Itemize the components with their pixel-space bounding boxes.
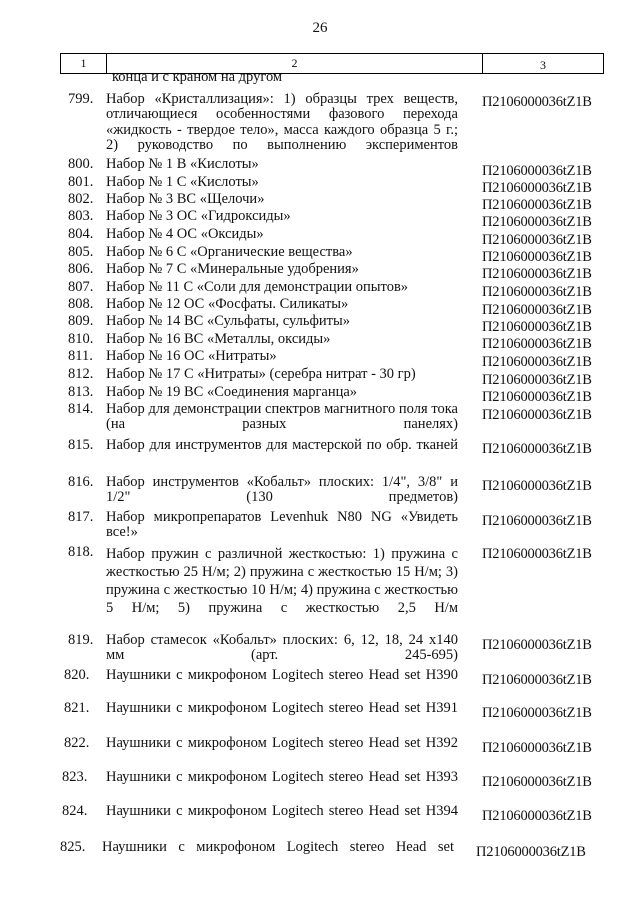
item-code: П2106000036tZ1B xyxy=(482,197,592,213)
item-number: 801. xyxy=(68,174,94,190)
item-description: Наушники с микрофоном Logitech stereo Head set H391 xyxy=(106,700,458,716)
item-code: П2106000036tZ1B xyxy=(482,232,592,248)
item-code: П2106000036tZ1B xyxy=(482,354,592,370)
item-code: П2106000036tZ1B xyxy=(482,637,592,653)
item-number: 822. xyxy=(64,735,90,751)
item-number: 825. xyxy=(60,839,86,855)
item-code: П2106000036tZ1B xyxy=(482,513,592,529)
item-number: 819. xyxy=(68,632,94,648)
item-description: Наушники с микрофоном Logitech stereo Head set H394 xyxy=(106,803,458,819)
item-number: 807. xyxy=(68,279,94,295)
item-number: 817. xyxy=(68,509,94,525)
item-code: П2106000036tZ1B xyxy=(482,546,592,562)
item-number: 812. xyxy=(68,366,94,382)
item-description: Наушники с микрофоном Logitech stereo Head set H392 xyxy=(106,735,458,751)
item-number: 808. xyxy=(68,296,94,312)
item-description: Наушники с микрофоном Logitech stereo Head set H393 xyxy=(106,769,458,785)
item-code: П2106000036tZ1B xyxy=(482,478,592,494)
item-description: Набор № 7 С «Минеральные удобрения» xyxy=(106,261,359,277)
item-number: 810. xyxy=(68,331,94,347)
item-description: Набор № 11 С «Соли для демонстрации опытов» xyxy=(106,279,409,295)
item-description: Набор для демонстрации спектров магнитного поля тока (на разных панелях) xyxy=(106,401,458,433)
item-number: 815. xyxy=(68,437,94,453)
item-description: Набор № 1 В «Кислоты» xyxy=(106,156,259,172)
item-description: Набор № 3 ВС «Щелочи» xyxy=(106,191,265,207)
item-description: Набор № 1 С «Кислоты» xyxy=(106,174,259,190)
item-code: П2106000036tZ1B xyxy=(482,266,592,282)
item-code: П2106000036tZ1B xyxy=(482,407,592,423)
item-code: П2106000036tZ1B xyxy=(482,302,592,318)
item-number: 823. xyxy=(62,769,88,785)
item-description: Наушники с микрофоном Logitech stereo Head set xyxy=(102,839,454,855)
column-header-3: 3 xyxy=(483,54,604,74)
item-description: Набор № 14 ВС «Сульфаты, сульфиты» xyxy=(106,313,350,329)
item-code: П2106000036tZ1B xyxy=(482,774,592,790)
item-number: 824. xyxy=(62,803,88,819)
item-number: 818. xyxy=(68,544,94,560)
item-number: 820. xyxy=(64,667,90,683)
item-number: 799. xyxy=(68,91,94,107)
item-description: Набор инструментов «Кобальт» плоских: 1/4", 3/8" и 1/2" (130 предметов) xyxy=(106,474,458,506)
item-description: Набор пружин с различной жесткостью: 1) пружина с жесткостью 25 Н/м; 2) пружина с жесткостью 15 Н/м; 3) пружина с жесткостью 10 Н/м; 4) пружина с жесткостью 5 Н/м; 5) пружина с жесткостью 2,5 Н/м xyxy=(106,546,458,616)
item-code: П2106000036tZ1B xyxy=(482,319,592,335)
item-code: П2106000036tZ1B xyxy=(482,180,592,196)
item-description: Набор № 16 ВС «Металлы, оксиды» xyxy=(106,331,331,347)
item-number: 804. xyxy=(68,226,94,242)
item-number: 802. xyxy=(68,191,94,207)
item-code: П2106000036tZ1B xyxy=(482,284,592,300)
item-code: П2106000036tZ1B xyxy=(482,163,592,179)
item-description: Наушники с микрофоном Logitech stereo Head set H390 xyxy=(106,667,458,683)
item-description: Набор № 6 С «Органические вещества» xyxy=(106,244,353,260)
item-description: Набор № 17 С «Нитраты» (серебра нитрат - 30 гр) xyxy=(106,366,416,382)
item-code: П2106000036tZ1B xyxy=(482,441,592,457)
item-description: Набор № 4 ОС «Оксиды» xyxy=(106,226,264,242)
item-number: 816. xyxy=(68,474,94,490)
item-description: Набор микропрепаратов Levenhuk N80 NG «Увидеть все!» xyxy=(106,509,458,541)
item-number: 811. xyxy=(68,348,93,364)
item-code: П2106000036tZ1B xyxy=(482,249,592,265)
item-description: Набор «Кристаллизация»: 1) образцы трех веществ, отличающиеся особенностями фазового перехода «жидкость - твердое тело», масса каждого образца 5 г.; 2) руководство по выполнению экспериментов xyxy=(106,91,458,154)
item-description: Набор стамесок «Кобальт» плоских: 6, 12, 18, 24 x140 мм (арт. 245-695) xyxy=(106,632,458,664)
item-description: Набор № 12 ОС «Фосфаты. Силикаты» xyxy=(106,296,349,312)
item-description: Набор № 19 ВС «Соединения марганца» xyxy=(106,384,358,400)
item-description: Набор № 16 ОС «Нитраты» xyxy=(106,348,277,364)
item-code: П2106000036tZ1B xyxy=(482,214,592,230)
item-code: П2106000036tZ1B xyxy=(482,808,592,824)
item-code: П2106000036tZ1B xyxy=(482,672,592,688)
item-code: П2106000036tZ1B xyxy=(482,740,592,756)
item-code: П2106000036tZ1B xyxy=(482,336,592,352)
continuation-text: конца и с краном на другом xyxy=(112,69,283,85)
item-code: П2106000036tZ1B xyxy=(482,705,592,721)
item-number: 800. xyxy=(68,156,94,172)
item-code: П2106000036tZ1B xyxy=(476,844,586,860)
item-number: 805. xyxy=(68,244,94,260)
page-number: 26 xyxy=(312,20,328,36)
item-number: 814. xyxy=(68,401,94,417)
item-number: 803. xyxy=(68,208,94,224)
item-code: П2106000036tZ1B xyxy=(482,94,592,110)
column-header-2: 2 xyxy=(107,54,483,74)
item-number: 809. xyxy=(68,313,94,329)
item-description: Набор для инструментов для мастерской по обр. тканей xyxy=(106,437,458,453)
item-number: 806. xyxy=(68,261,94,277)
item-code: П2106000036tZ1B xyxy=(482,389,592,405)
item-number: 813. xyxy=(68,384,94,400)
item-code: П2106000036tZ1B xyxy=(482,372,592,388)
item-number: 821. xyxy=(64,700,90,716)
item-description: Набор № 3 ОС «Гидроксиды» xyxy=(106,208,291,224)
column-header-1: 1 xyxy=(61,54,107,74)
